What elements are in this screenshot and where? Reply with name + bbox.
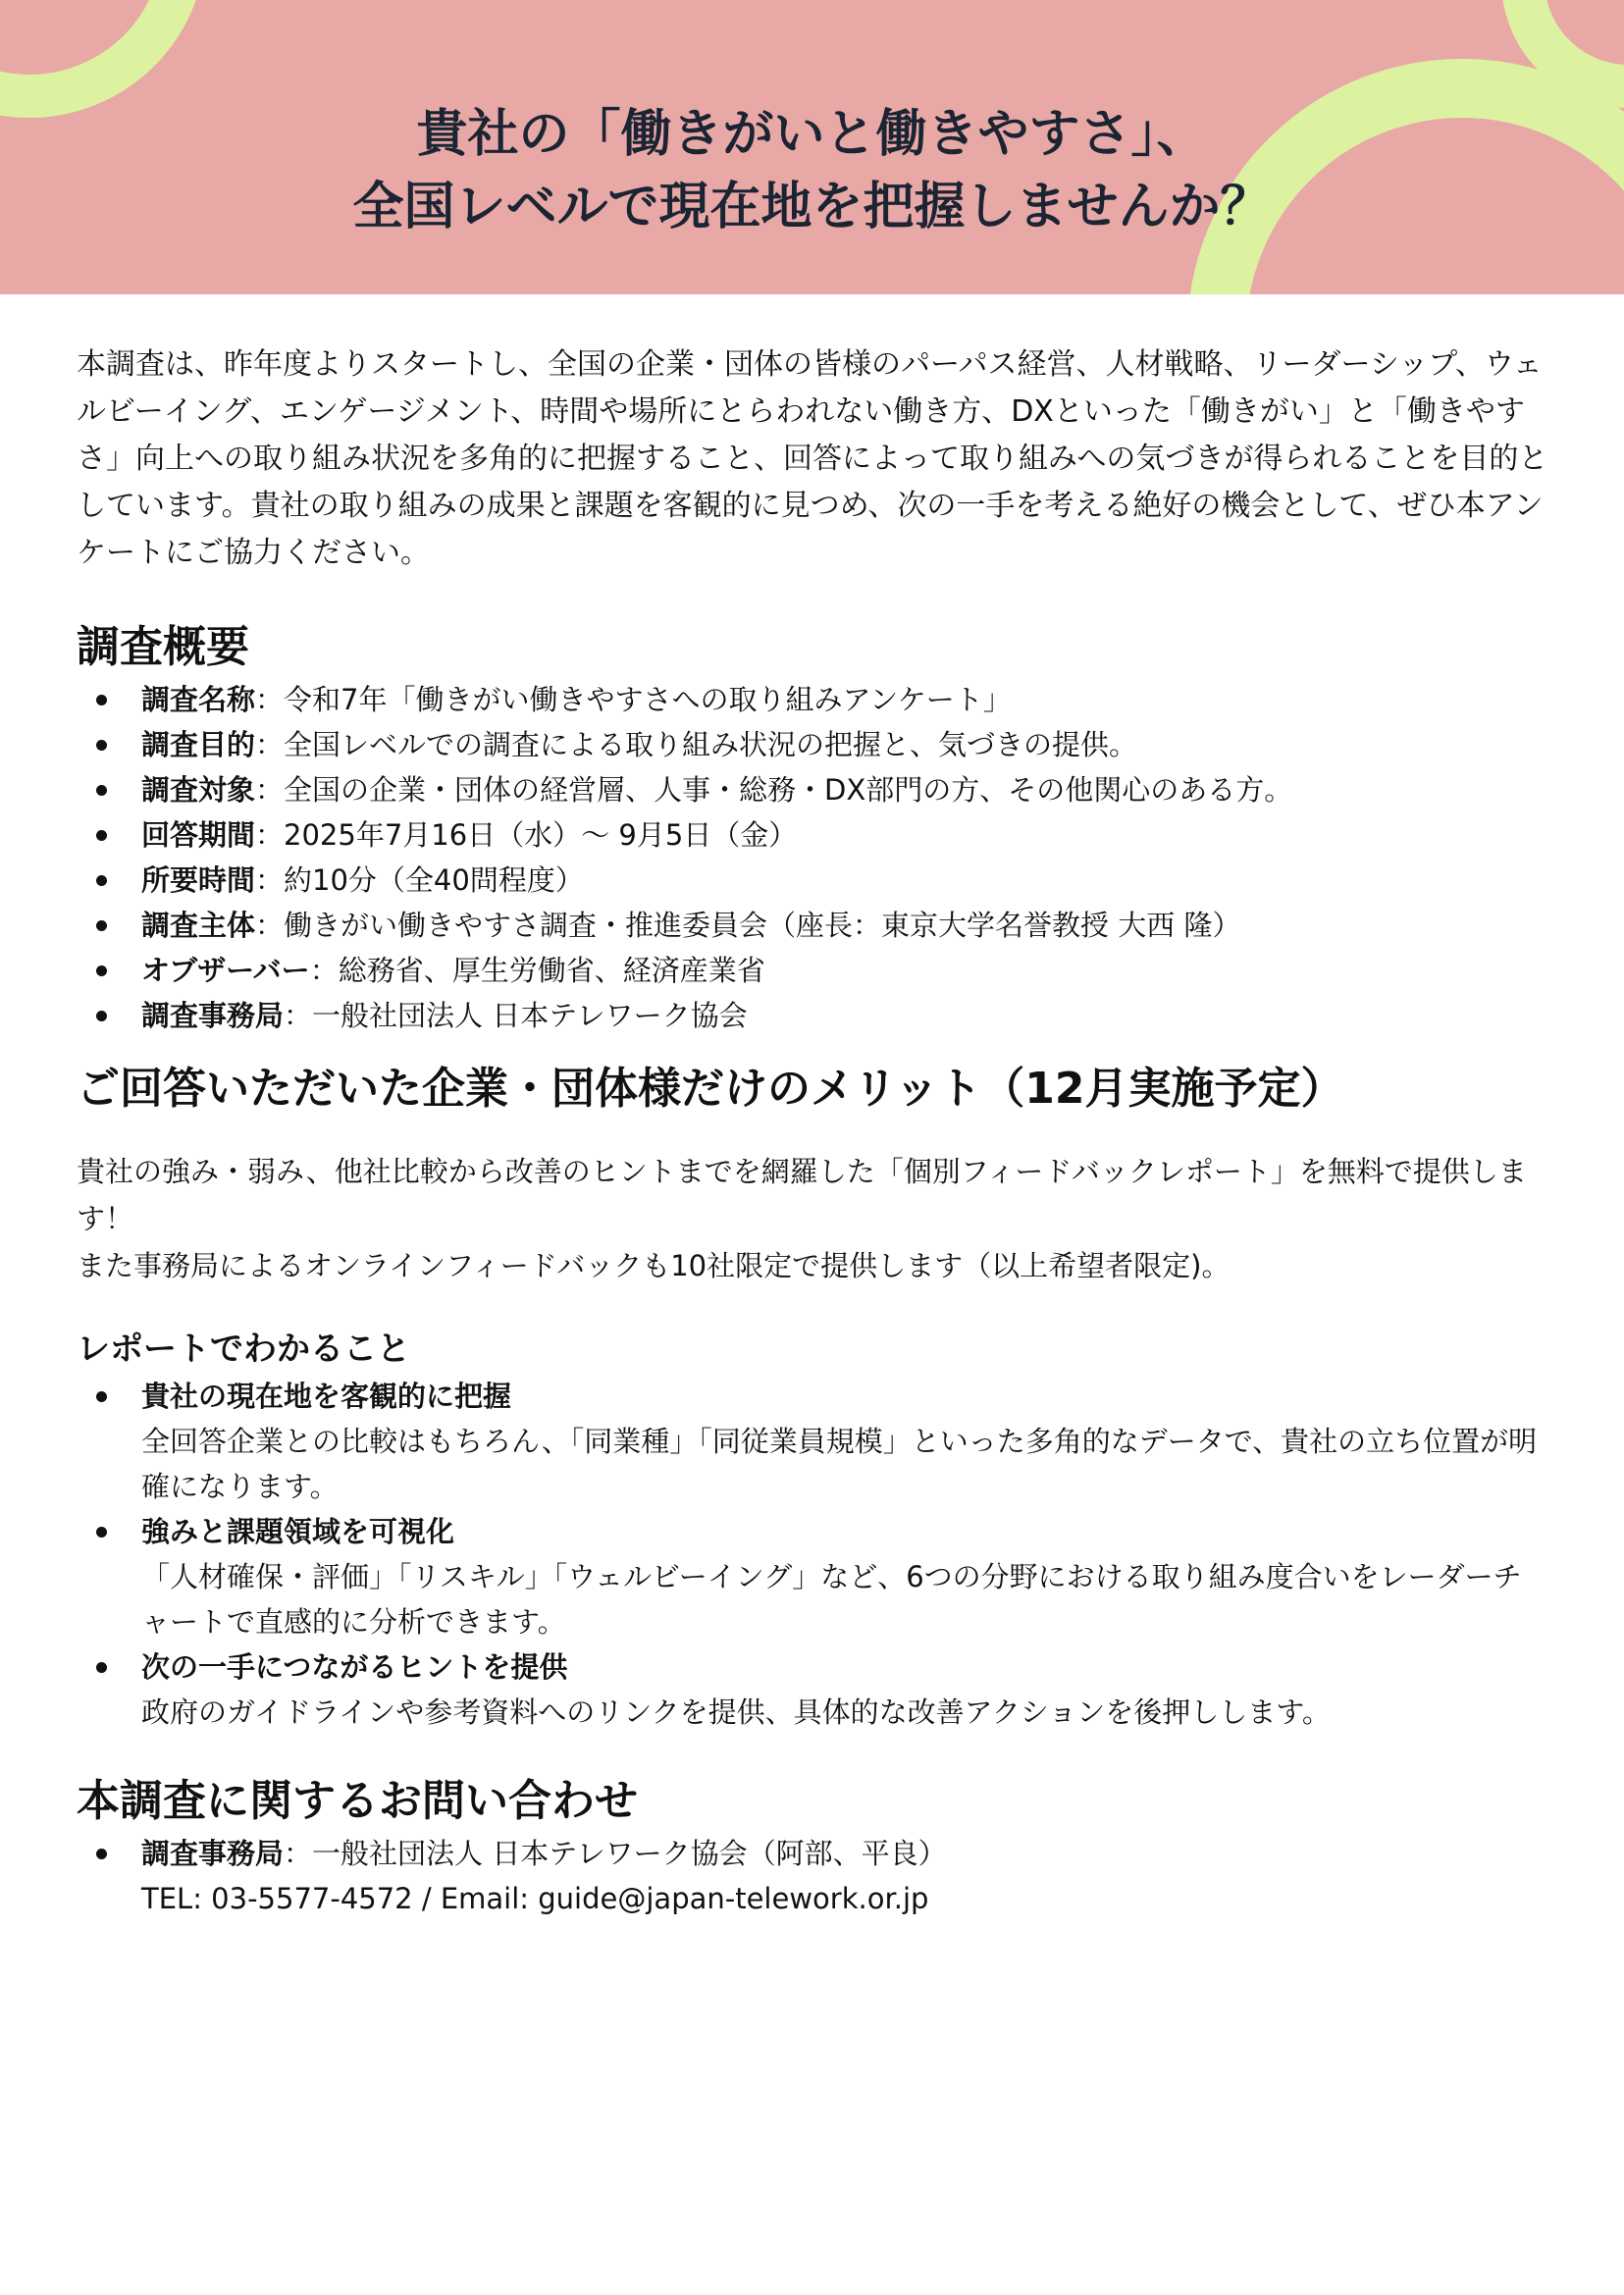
bullet-icon: [96, 785, 107, 796]
merit-heading: ご回答いただいた企業・団体様だけのメリット（12月実施予定）: [77, 1064, 1344, 1114]
merit-paragraph-2: また事務局によるオンラインフィードバックも10社限定で提供します（以上希望者限定)。: [77, 1249, 1231, 1282]
item-value: ：総務省、厚生労働省、経済産業省: [309, 954, 765, 987]
report-item-desc: 全回答企業との比較はもちろん、「同業種」「同従業員規模」といった多角的なデータで、貴社の立ち位置が明確になります。: [141, 1425, 1538, 1503]
main-content: [77, 341, 1548, 1921]
item-label: オブザーバー: [141, 954, 310, 987]
overview-heading: 調査概要: [77, 622, 249, 672]
report-item-desc: 政府のガイドラインや参考資料へのリンクを提供、具体的な改善アクションを後押しします。: [141, 1695, 1331, 1729]
item-label: 調査主体: [141, 909, 256, 942]
bullet-icon: [96, 965, 107, 976]
merit-description: [77, 1148, 1548, 1289]
bullet-icon: [96, 695, 107, 705]
bullet-icon: [96, 875, 107, 886]
item-value: ：全国レベルでの調査による取り組み状況の把握と、気づきの提供。: [255, 728, 1138, 761]
bullet-icon: [96, 830, 107, 841]
overview-item: [77, 722, 1548, 767]
title-line-1: 貴社の「働きがいと働きやすさ」、: [416, 105, 1208, 164]
item-value: ：一般社団法人 日本テレワーク協会: [284, 999, 748, 1032]
overview-item: [77, 812, 1548, 858]
header-banner: [0, 0, 1624, 294]
report-subheading: レポートでわかること: [77, 1330, 410, 1369]
report-item-title: 次の一手につながるヒントを提供: [141, 1650, 568, 1684]
item-label: 調査事務局: [141, 999, 285, 1032]
bullet-icon: [96, 1011, 107, 1021]
report-item: [77, 1374, 1548, 1509]
merit-paragraph-1: 貴社の強み・弱み、他社比較から改善のヒントまでを網羅した「個別フィードバックレポート」を無料で提供します！: [77, 1155, 1527, 1235]
bullet-icon: [96, 1391, 107, 1402]
overview-item: [77, 993, 1548, 1038]
report-list: [77, 1374, 1548, 1735]
item-value: ：約10分（全40問程度）: [255, 863, 584, 897]
overview-item: [77, 767, 1548, 812]
bullet-icon: [96, 740, 107, 751]
overview-item: [77, 903, 1548, 948]
contact-item: [77, 1831, 1548, 1921]
bullet-icon: [96, 920, 107, 931]
contact-heading: 本調査に関するお問い合わせ: [77, 1776, 638, 1826]
item-label: 所要時間: [141, 863, 256, 897]
overview-item: [77, 677, 1548, 722]
intro-paragraph: 本調査は、昨年度よりスタートし、全国の企業・団体の皆様のパーパス経営、人材戦略、リーダーシップ、ウェルビーイング、エンゲージメント、時間や場所にとらわれない働き方、DXといった「働きがい」と「働きやすさ」向上への取り組み状況を多角的に把握すること、回答によって取り組みへの気づきが得られることを目的としています。貴社の取り組みの成果と課題を客観的に見つめ、次の一手を考える絶好の機会として、ぜひ本アンケートにご協力ください。: [77, 347, 1548, 570]
contact-label: 調査事務局: [141, 1837, 285, 1870]
item-value: ：働きがい働きやすさ調査・推進委員会（座長：東京大学名誉教授 大西 隆）: [255, 909, 1241, 942]
item-value: ：令和7年「働きがい働きやすさへの取り組みアンケート」: [255, 683, 1012, 716]
item-label: 回答期間: [141, 818, 256, 852]
contact-list: [77, 1831, 1548, 1921]
bullet-icon: [96, 1849, 107, 1859]
report-item-title: 貴社の現在地を客観的に把握: [141, 1380, 512, 1413]
report-item: [77, 1644, 1548, 1735]
report-item-desc: 「人材確保・評価」「リスキル」「ウェルビーイング」など、6つの分野における取り組み度合いをレーダーチャートで直感的に分析できます。: [141, 1560, 1522, 1639]
item-label: 調査名称: [141, 683, 256, 716]
title-line-2: 全国レベルで現在地を把握しませんか？: [352, 178, 1272, 236]
contact-details[interactable]: TEL: 03-5577-4572 / Email: guide@japan-telework.or.jp: [141, 1882, 929, 1915]
overview-item: [77, 858, 1548, 903]
page-title: [0, 98, 1624, 243]
report-item: [77, 1509, 1548, 1644]
overview-item: [77, 948, 1548, 993]
contact-value: ：一般社団法人 日本テレワーク協会（阿部、平良）: [284, 1837, 947, 1870]
bullet-icon: [96, 1527, 107, 1538]
item-value: ：全国の企業・団体の経営層、人事・総務・DX部門の方、その他関心のある方。: [255, 773, 1293, 807]
item-value: ：2025年7月16日（水）～ 9月5日（金）: [255, 818, 798, 852]
item-label: 調査目的: [141, 728, 256, 761]
bullet-icon: [96, 1662, 107, 1673]
item-label: 調査対象: [141, 773, 256, 807]
report-item-title: 強みと課題領域を可視化: [141, 1515, 455, 1548]
overview-list: [77, 677, 1548, 1038]
